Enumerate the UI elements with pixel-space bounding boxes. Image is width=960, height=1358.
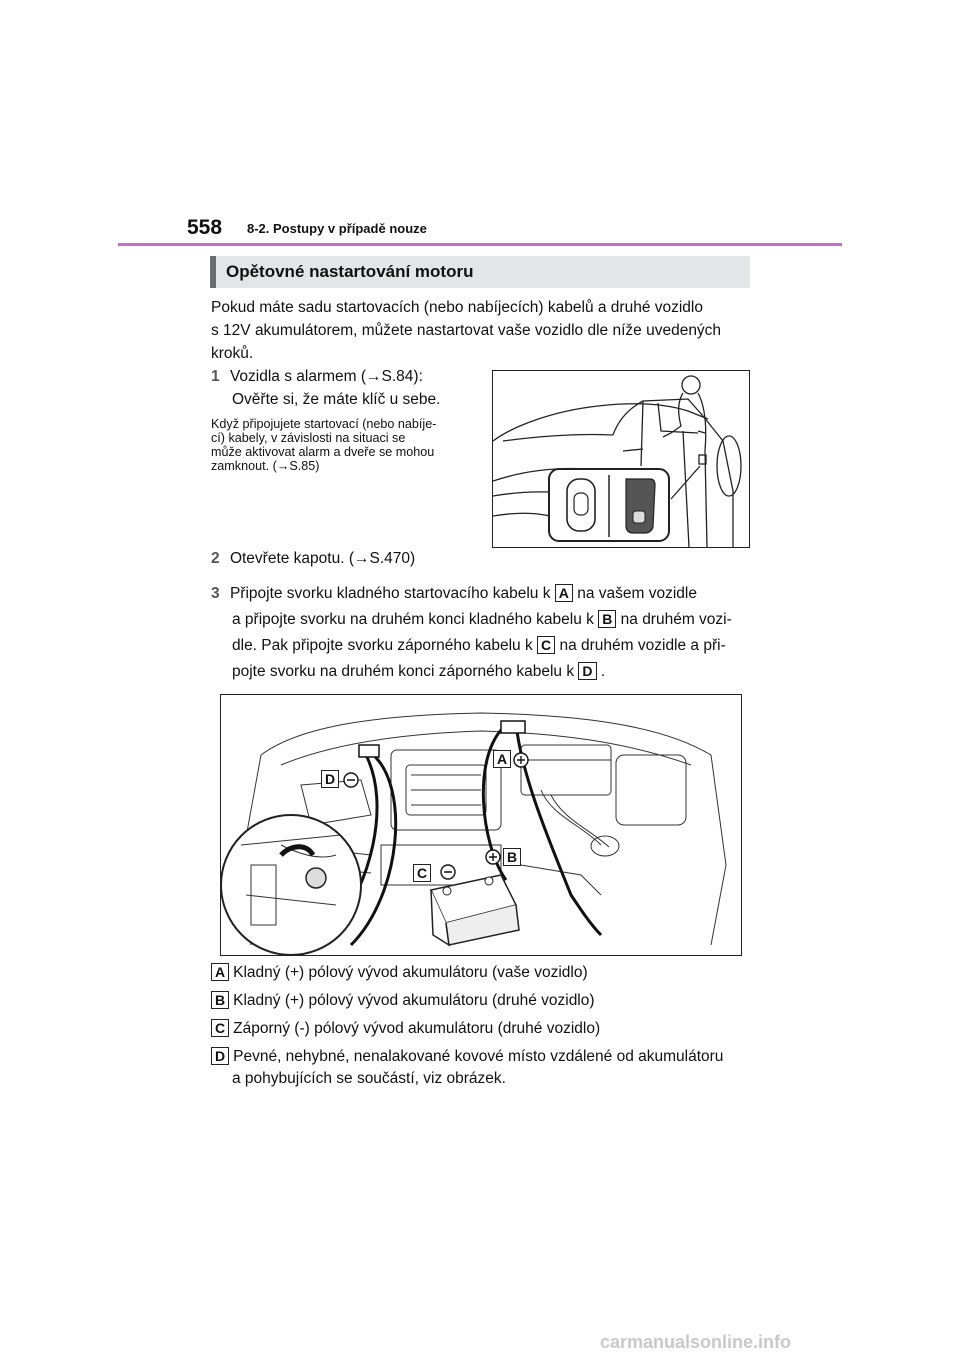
label-b-tag: B — [598, 610, 616, 628]
note-line: zamknout. (→S.85) — [211, 459, 320, 473]
step-text: a připojte svorku na druhém konci kladného kabelu k — [232, 611, 594, 628]
step-3-line — [232, 660, 605, 683]
step-text: Otevřete kapotu. (→S.470) — [229, 550, 416, 567]
step-text: Vozidla s alarmem (→S.84): — [229, 368, 423, 385]
legend-text: Kladný (+) pólový vývod akumulátoru (vaše vozidlo) — [233, 964, 588, 981]
intro-line: s 12V akumulátorem, můžete nastartovat vaše vozidlo dle níže uvedených — [211, 322, 722, 339]
car-key-illustration — [493, 371, 749, 547]
legend-text: Záporný (-) pólový vývod akumulátoru (druhé vozidlo) — [233, 1020, 601, 1037]
step-text: na druhém vozidle a při- — [559, 637, 726, 654]
step-text: Připojte svorku kladného startovacího kabelu k — [229, 585, 551, 602]
section-accent — [210, 256, 216, 288]
section-title: Opětovné nastartování motoru — [226, 262, 474, 281]
chapter-title: 8-2. Postupy v případě nouze — [247, 221, 427, 236]
page-number: 558 — [187, 216, 223, 239]
legend-item — [211, 990, 595, 1012]
figure-label-c: C — [413, 864, 431, 882]
legend-tag: B — [211, 991, 229, 1009]
legend-text: Kladný (+) pólový vývod akumulátoru (druhé vozidlo) — [233, 992, 595, 1009]
step-text: . — [600, 663, 606, 680]
header-rule — [118, 243, 842, 246]
label-a-tag: A — [555, 584, 573, 602]
section-heading — [210, 256, 750, 288]
step-number: 1 — [211, 368, 220, 385]
step-2 — [211, 547, 415, 570]
legend-item — [211, 962, 588, 984]
legend-tag: D — [211, 1047, 229, 1065]
legend-tag: A — [211, 963, 229, 981]
figure-label-a: A — [493, 750, 511, 768]
step-number: 2 — [211, 550, 220, 567]
step-text: na druhém vozi- — [620, 611, 732, 628]
legend-text-continued: a pohybujících se součástí, viz obrázek. — [232, 1070, 506, 1087]
step-text: pojte svorku na druhém konci záporného kabelu k — [232, 663, 575, 680]
engine-bay-illustration — [221, 695, 741, 955]
figure-car-key — [492, 370, 750, 548]
legend-tag: C — [211, 1019, 229, 1037]
step-3-line — [211, 582, 697, 605]
figure-label-b: B — [503, 848, 521, 866]
legend-text: Pevné, nehybné, nenalakované kovové místo vzdálené od akumulátoru — [233, 1048, 724, 1065]
step-1-line2: Ověřte si, že máte klíč u sebe. — [232, 391, 441, 408]
step-3-line — [232, 634, 726, 657]
legend-item — [211, 1018, 600, 1040]
intro-line: kroků. — [211, 345, 254, 362]
note-line: může aktivovat alarm a dveře se mohou — [211, 445, 435, 459]
note-line: Když připojujete startovací (nebo nabíje- — [211, 417, 437, 431]
step-text: na vašem vozidle — [577, 585, 697, 602]
step-text: dle. Pak připojte svorku záporného kabelu k — [232, 637, 533, 654]
figure-engine-bay — [220, 694, 742, 956]
figure-label-d: D — [321, 770, 339, 788]
legend-item — [211, 1046, 723, 1068]
note-line: cí) kabely, v závislosti na situaci se — [211, 431, 406, 445]
label-c-tag: C — [537, 636, 555, 654]
label-d-tag: D — [578, 662, 596, 680]
step-number: 3 — [211, 585, 220, 602]
watermark: carmanualsonline.info — [600, 1332, 792, 1352]
step-3-line — [232, 608, 732, 631]
intro-line: Pokud máte sadu startovacích (nebo nabíjecích) kabelů a druhé vozidlo — [211, 299, 703, 316]
step-1 — [211, 365, 423, 388]
